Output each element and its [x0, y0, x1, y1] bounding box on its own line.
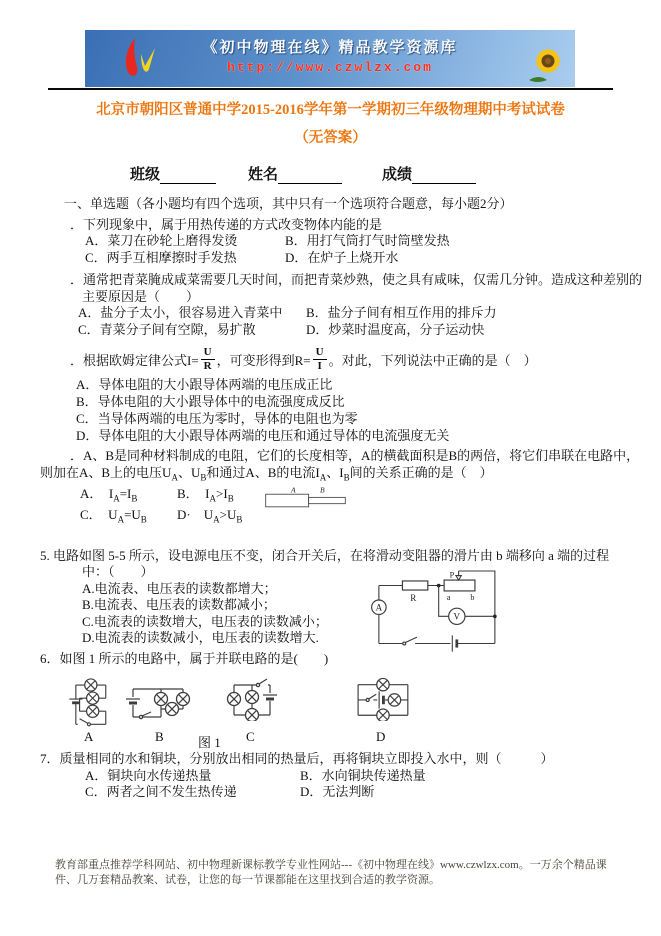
q7-options-row-1: [40, 768, 632, 785]
q5-stem-line2: 中：（ ）: [82, 564, 154, 580]
q3-stem-mid: ，可变形得到R=: [216, 353, 311, 368]
q2-stem-line1: ．通常把青菜腌成咸菜需要几天时间，而把青菜炒熟，使之具有咸味，仅需几分钟。造成这种差别的: [70, 272, 643, 287]
q2-options-row-1: [40, 305, 632, 322]
circuit-c-label: C: [246, 729, 255, 745]
q4-options-row-2: [80, 507, 632, 528]
exam-subtitle: （无答案）: [294, 130, 367, 146]
question-7: [40, 751, 632, 801]
figure-1-caption: 图 1: [198, 735, 221, 751]
q1-option-c: C．两手互相摩擦时手发热: [85, 249, 237, 265]
exam-title: 北京市朝阳区普通中学2015-2016学年第一学期初三年级物理期中考试试卷: [96, 102, 565, 118]
q6-stem: 6．如图 1 所示的电路中，属于并联电路的是( ): [40, 650, 329, 666]
fraction-u-over-i: $\frac{U}{I}$: [313, 347, 327, 372]
q2-option-a: A．盐分子太小，很容易进入青菜中: [78, 305, 283, 320]
q3-option-b: B．导体电阻的大小跟导体中的电流强度成反比: [76, 394, 345, 409]
q5-options: [40, 569, 632, 647]
q5-option-d: D.电流表的读数减小，电压表的读数增大.: [82, 630, 319, 646]
question-3: [40, 346, 632, 444]
circuit-d: [347, 677, 417, 721]
q7-stem: 7．质量相同的水和铜块，分别放出相同的热量后，再将铜块立即投入水中，则（ ）: [40, 751, 554, 767]
circuit-a: [63, 671, 113, 729]
score-label: 成绩: [382, 167, 413, 183]
q4-option-a: A． $I_A=I_B$: [80, 485, 138, 504]
figure-1-strip: [40, 669, 632, 751]
q7-option-b: B．水向铜块传递热量: [300, 767, 426, 783]
circuit-d-label: D: [376, 729, 386, 745]
q5-stem-line1: 5. 电路如图 5-5 所示，设电源电压不变，闭合开关后，在将滑动变阻器的滑片由 b 端移向 a 端的过程: [40, 547, 610, 563]
q3-option-d: D．导体电阻的大小跟导体两端的电压和通过导体的电流强度无关: [76, 428, 450, 443]
name-label: 姓名: [248, 167, 279, 183]
circuit-b-label: B: [155, 729, 164, 745]
sunflower-icon: [525, 38, 571, 84]
question-6: [40, 650, 632, 751]
q2-option-d: D．炒菜时温度高，分子运动快: [306, 321, 485, 337]
q5-option-a: A.电流表、电压表的读数都增大；: [82, 580, 277, 596]
fraction-u-over-r: $\frac{U}{R}$: [201, 347, 215, 372]
q4-stem-line1: ．A、B是同种材料制成的电阻，它们的长度相等，A的横截面积是B的两倍，将它们串联在电路中，: [70, 448, 640, 463]
question-2: [40, 272, 643, 338]
q7-options-row-2: [40, 784, 632, 801]
resistor-b-label: B: [320, 485, 325, 494]
q7-option-d: D．无法判断: [300, 784, 375, 800]
q4-options-row-1: [80, 486, 632, 507]
class-label: 班级: [130, 167, 161, 183]
q3-option-a: A．导体电阻的大小跟导体两端的电压成正比: [76, 377, 333, 392]
class-blank-field: [160, 170, 216, 184]
ammeter-label: A: [375, 602, 383, 613]
slider-p-label: P: [449, 569, 455, 579]
q4-stem-line2: 则加在A、B上的电压$U_A$、$U_B$和通过A、B的电流$I_A$、$I_B$间的关系正确的是（ ）: [40, 464, 493, 483]
site-url[interactable]: http://www.czwlzx.com: [227, 60, 433, 75]
circuit-c: [222, 675, 278, 721]
rheostat-b-label: b: [470, 592, 475, 602]
q1-option-a: A．菜刀在砂轮上磨得发烫: [85, 233, 238, 248]
circuit-figure-5-5: [368, 569, 513, 660]
q4-options: [40, 486, 632, 526]
q4-option-d: D· $U_A>U_B$: [177, 506, 243, 525]
q3-stem-post: 。对此，下列说法中正确的是（ ）: [328, 353, 537, 368]
q1-option-b: B．用打气筒打气时筒壁发热: [285, 233, 450, 248]
question-5: [40, 548, 632, 647]
score-blank-field: [412, 170, 476, 184]
q1-option-d: D．在炉子上烧开水: [285, 249, 399, 265]
q5-option-b: B.电流表、电压表的读数都减小；: [82, 597, 276, 613]
q2-stem-line2: 主要原因是（ ）: [82, 288, 200, 304]
q2-option-c: C．青菜分子间有空隙，易扩散: [78, 321, 256, 337]
header-divider: [48, 88, 613, 90]
name-blank-field: [278, 170, 342, 184]
site-title: 《初中物理在线》精品教学资源库: [202, 40, 458, 56]
resistor-r-label: R: [410, 592, 417, 603]
resistor-a-label: A: [290, 485, 296, 494]
q2-option-b: B．盐分子间有相互作用的排斥力: [306, 305, 497, 320]
circuit-b: [125, 677, 193, 723]
q5-option-c: C.电流表的读数增大，电压表的读数减小；: [82, 613, 328, 629]
rheostat-a-label: a: [446, 592, 451, 602]
q3-option-c: C．当导体两端的电压为零时，导体的电阻也为零: [76, 411, 358, 426]
voltmeter-label: V: [453, 611, 461, 622]
q3-stem-pre: ．根据欧姆定律公式I=: [70, 353, 199, 368]
resistor-figure: [258, 486, 353, 510]
q1-options-row-2: [40, 250, 632, 267]
section-heading: 一、单选题（各小题均有四个选项，其中只有一个选项符合题意，每小题2分）: [64, 196, 513, 211]
q4-option-c: C． $U_A=U_B$: [80, 506, 147, 525]
circuit-a-label: A: [84, 729, 94, 745]
site-banner: [85, 30, 575, 87]
q1-stem: ．下列现象中，属于用热传递的方式改变物体内能的是: [70, 216, 383, 232]
question-1: [40, 217, 632, 267]
exam-body: [40, 196, 643, 801]
q4-option-b: B． $I_A>I_B$: [177, 485, 234, 504]
question-4: [40, 448, 640, 526]
q7-option-a: A．铜块向水传递热量: [85, 767, 212, 783]
footer-note: 教育部重点推荐学科网站、初中物理新课标教学专业性网站---《初中物理在线》www.czwlzx.com。一万余个精品课件、几万套精品教案、试卷，让您的每一节课都能在这里找到合适的教学资源。: [55, 859, 607, 886]
q7-option-c: C．两者之间不发生热传递: [85, 784, 237, 800]
student-info-row: [130, 163, 476, 184]
q3-stem: [40, 346, 632, 376]
q2-options-row-2: [40, 322, 632, 339]
q1-options-row-1: [40, 233, 632, 250]
